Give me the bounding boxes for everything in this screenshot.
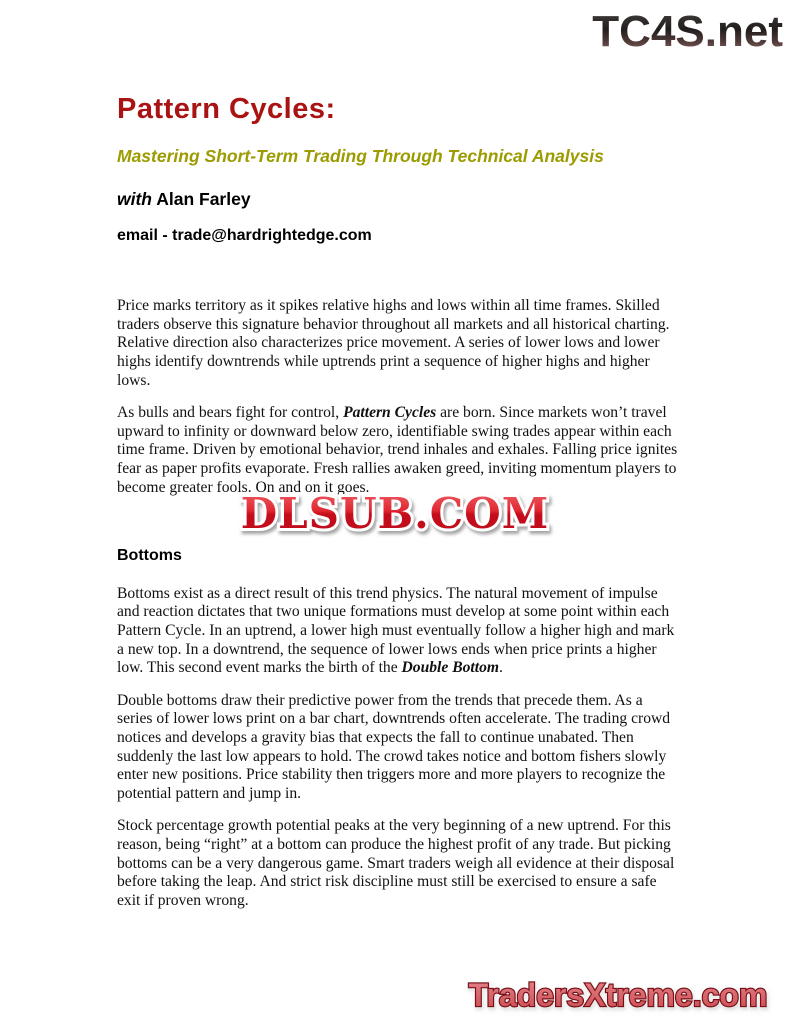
tc4s-logo-text: TC4S.net — [592, 7, 783, 56]
byline-prefix: with — [117, 188, 152, 209]
tradersxtreme-watermark — [453, 972, 783, 1022]
page-subtitle: Mastering Short-Term Trading Through Technical Analysis — [117, 146, 604, 166]
text-run: Bottoms exist as a direct result of this trend physics. The natural movement of impulse and reaction dictates that two unique formations must develop at some point within each Pattern Cycle. In an uptrend, a lower high must eventually follow a higher high and mark a new top. In a downtrend, the sequence of lower lows ends when price prints a higher low. This second event marks the birth of the — [117, 584, 675, 677]
bottoms-paragraph-3: Stock percentage growth potential peaks at the very beginning of a new uptrend. For this reason, being “right” at a bottom can produce the highest profit of any trade. But picking bottoms can be a very dangerous game. Smart traders weigh all evidence at their disposal before taking the leap. And strict risk discipline must still be exercised to ensure a safe exit if proven wrong. — [117, 817, 675, 910]
tradersxtreme-watermark-text: TradersXtreme.com — [468, 977, 768, 1013]
contact-email-line: email - trade@hardrightedge.com — [117, 227, 372, 244]
document-content — [117, 0, 678, 924]
text-run: are born. Since markets won’t travel upward to infinity or downward below zero, identifiable swing trades appear within each time frame. Driven by emotional behavior, trend inhales and exhales. Falling price ignites fear as paper profits evaporate. Fresh rallies awaken greed, inviting momentum players to become greater fools. On and on it goes. — [117, 404, 678, 496]
page-title: Pattern Cycles: — [117, 93, 336, 125]
byline — [117, 188, 678, 209]
pattern-cycles-term: Pattern Cycles — [343, 404, 437, 422]
bottoms-paragraph-1 — [117, 585, 678, 679]
author-name: Alan Farley — [156, 188, 251, 209]
text-run: As bulls and bears fight for control, — [117, 404, 344, 422]
section-heading-bottoms: Bottoms — [117, 546, 182, 564]
text-run: . — [499, 659, 503, 677]
double-bottom-term: Double Bottom — [401, 659, 499, 677]
bottoms-paragraph-2: Double bottoms draw their predictive power from the trends that precede them. As a series of lower lows print on a bar chart, downtrends often accelerate. The trading crowd notices and develops a gravity bias that expects the fall to continue unabated. Then suddenly the last low appears to hold. The crowd takes notice and bottom fishers slowly enter new positions. Price stability then triggers more and more players to recognize the potential pattern and jump in. — [117, 691, 671, 803]
dlsub-watermark — [230, 482, 560, 546]
intro-paragraph-1: Price marks territory as it spikes relative highs and lows within all time frames. Skilled traders observe this signature behavior throughout all markets and all historical charting. Relative direction also characterizes price movement. A series of lower lows and lower highs identify downtrends while uptrends print a sequence of higher highs and higher lows. — [117, 297, 670, 389]
dlsub-watermark-text: DLSUB.COM — [240, 489, 550, 538]
